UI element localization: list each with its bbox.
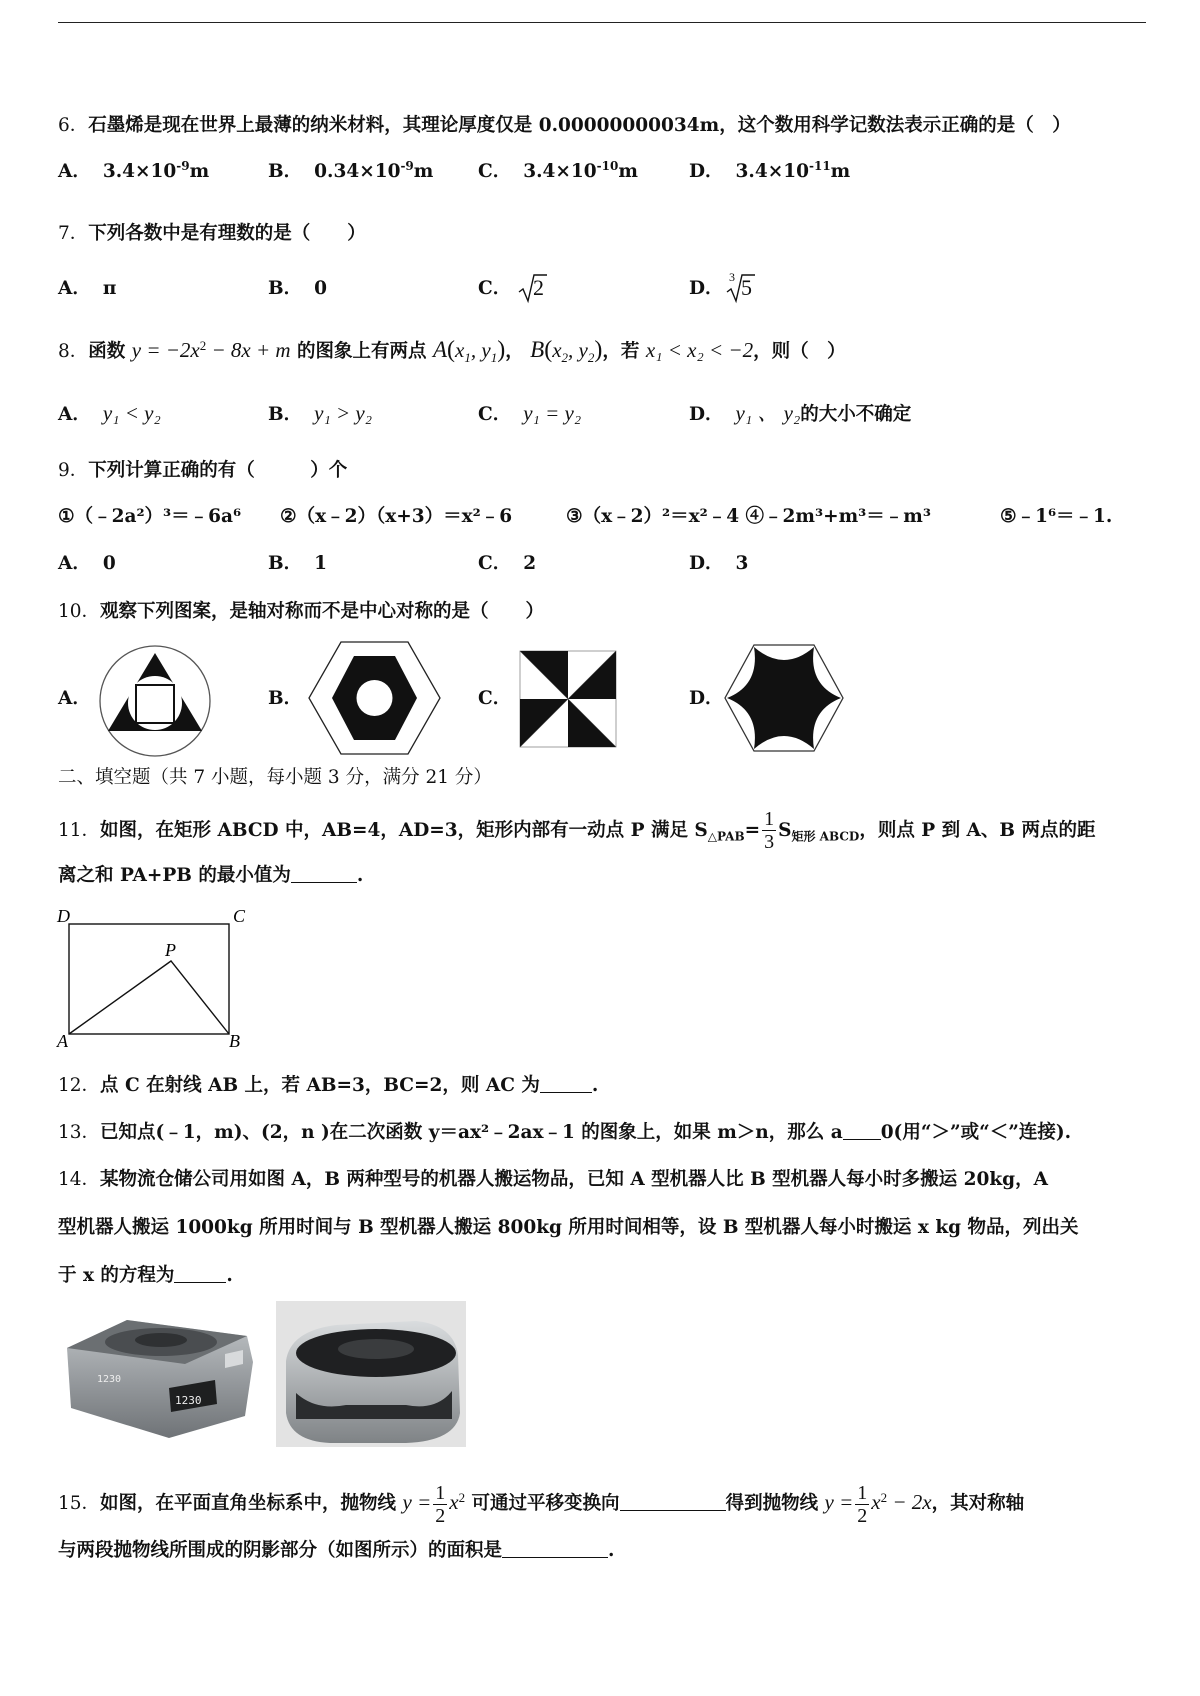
q12-answer-blank[interactable]: [540, 1074, 592, 1093]
q9-option-a[interactable]: A． 0: [58, 553, 116, 574]
vertex-c-label: C: [233, 906, 246, 926]
q6-option-b[interactable]: B． $0.34\times 10^{-9}m$: [268, 158, 434, 182]
q12-stem: 12．点 C 在射线 AB 上，若 AB=3，BC=2，则 AC 为 .: [58, 1075, 599, 1096]
vertex-b-label: B: [229, 1031, 240, 1051]
q10-option-a-label[interactable]: A．: [58, 688, 91, 709]
q14-line-3: 于 x 的方程为 .: [58, 1265, 233, 1286]
q9-item-3-4: ③（x﹣2）²＝x²﹣4 ④﹣2m³+m³＝﹣m³: [566, 506, 931, 527]
q9-option-b[interactable]: B． 1: [268, 553, 328, 574]
q8-stem: 8．函数 $y = -2x^2 - 8x + m$ 的图象上有两点 $A(x_1$, $y_1$)， $B(x_2$, $y_2$)，若 x₁ < x₂ < −2，则（ ）: [58, 337, 846, 366]
q11-line-1: 11．如图，在矩形 ABCD 中，AB=4，AD=3，矩形内部有一动点 P 满足 $S_{\triangle PAB}=$ $\frac{1}{3}$ $S_{矩形 ABCD}$，则点 P 到 A、B 两点的距: [58, 808, 1096, 853]
q9-item-5: ⑤﹣1⁶＝﹣1.: [1000, 506, 1113, 527]
q7-option-b[interactable]: B． 0: [268, 278, 328, 299]
q8-option-b[interactable]: B． y₁ > y₂: [268, 401, 373, 425]
q11-answer-blank[interactable]: [291, 864, 357, 883]
q15-line-1: 15．如图，在平面直角坐标系中，抛物线 y = $\frac{1}{2}$ $x^2$ 可通过平移变换向 得到抛物线 y = $\frac{1}{2}$ $x^2 - 2x$，其对称轴: [58, 1482, 1025, 1527]
q6-option-a[interactable]: A． $3.4\times 10^{-9}m$: [58, 158, 210, 182]
q10-figure-a[interactable]: [95, 643, 215, 758]
q10-stem: 10．观察下列图案，是轴对称而不是中心对称的是（ ）: [58, 601, 545, 622]
q9-item-2: ②（x﹣2）（x+3）＝x²﹣6: [280, 506, 513, 527]
q8-option-c[interactable]: C． y₁ = y₂: [478, 401, 582, 425]
robot-b-image: [276, 1301, 466, 1447]
vertex-a-label: A: [57, 1031, 68, 1051]
q7-option-d-root-index: 3: [729, 270, 735, 284]
q10-figure-c[interactable]: [518, 649, 618, 749]
q7-option-c[interactable]: C．: [478, 278, 512, 299]
q14-line-1: 14．某物流仓储公司用如图 A，B 两种型号的机器人搬运物品，已知 A 型机器人比 B 型机器人每小时多搬运 20kg，A: [58, 1169, 1048, 1190]
q10-option-c-label[interactable]: C．: [478, 688, 512, 709]
q13-stem: 13．已知点(﹣1，m)、(2，n )在二次函数 y＝ax²﹣2ax﹣1 的图象上，如果 m＞n，那么 a 0(用“＞”或“＜”连接).: [58, 1122, 1072, 1143]
header-rule: [58, 22, 1146, 23]
point-p-label: P: [165, 940, 176, 960]
q15-line-2: 与两段抛物线所围成的阴影部分（如图所示）的面积是 .: [58, 1540, 615, 1561]
q6-option-c[interactable]: C． $3.4\times 10^{-10}m$: [478, 158, 638, 182]
q10-figure-b[interactable]: [307, 639, 442, 757]
q14-line-2: 型机器人搬运 1000kg 所用时间与 B 型机器人搬运 800kg 所用时间相等，设 B 型机器人每小时搬运 x kg 物品，列出关: [58, 1217, 1079, 1238]
q9-option-c[interactable]: C． 2: [478, 553, 537, 574]
q9-stem: 9．下列计算正确的有（ ）个: [58, 460, 348, 481]
q8-option-d[interactable]: D． y₁ 、 y₂的大小不确定: [689, 401, 912, 425]
q7-option-a[interactable]: A． π: [58, 278, 117, 299]
q7-option-d[interactable]: D．: [689, 278, 724, 299]
vertex-d-label: D: [57, 906, 70, 926]
q11-rectangle-figure: [55, 906, 255, 1051]
q14-answer-blank[interactable]: [174, 1264, 226, 1283]
svg-text:1230: 1230: [97, 1374, 122, 1385]
section-2-title: 二、填空题（共 7 小题，每小题 3 分，满分 21 分）: [58, 767, 492, 788]
q6-stem: 6．石墨烯是现在世界上最薄的纳米材料，其理论厚度仅是 0.00000000034m，这个数用科学记数法表示正确的是（ ）: [58, 115, 1071, 136]
q10-figure-d[interactable]: [723, 643, 845, 753]
q9-item-1: ①（﹣2a²）³＝﹣6a⁶: [58, 506, 242, 527]
q8-option-a[interactable]: A． y₁ < y₂: [58, 401, 161, 425]
robot-a-image: [57, 1308, 257, 1440]
q7-stem: 7．下列各数中是有理数的是（ ）: [58, 223, 366, 244]
q7-option-d-radicand: 5: [741, 275, 752, 300]
q6-option-d[interactable]: D． $3.4\times 10^{-11}m$: [689, 158, 851, 182]
q15-direction-blank[interactable]: [620, 1492, 726, 1511]
q11-line-2: 离之和 PA+PB 的最小值为 .: [58, 865, 364, 886]
svg-text:1230: 1230: [175, 1394, 202, 1407]
q10-option-d-label[interactable]: D．: [689, 688, 724, 709]
q10-option-b-label[interactable]: B．: [268, 688, 303, 709]
q9-option-d[interactable]: D． 3: [689, 553, 749, 574]
q15-area-blank[interactable]: [502, 1539, 608, 1558]
q7-option-c-radicand: 2: [533, 275, 544, 300]
q13-answer-blank[interactable]: [843, 1121, 881, 1140]
